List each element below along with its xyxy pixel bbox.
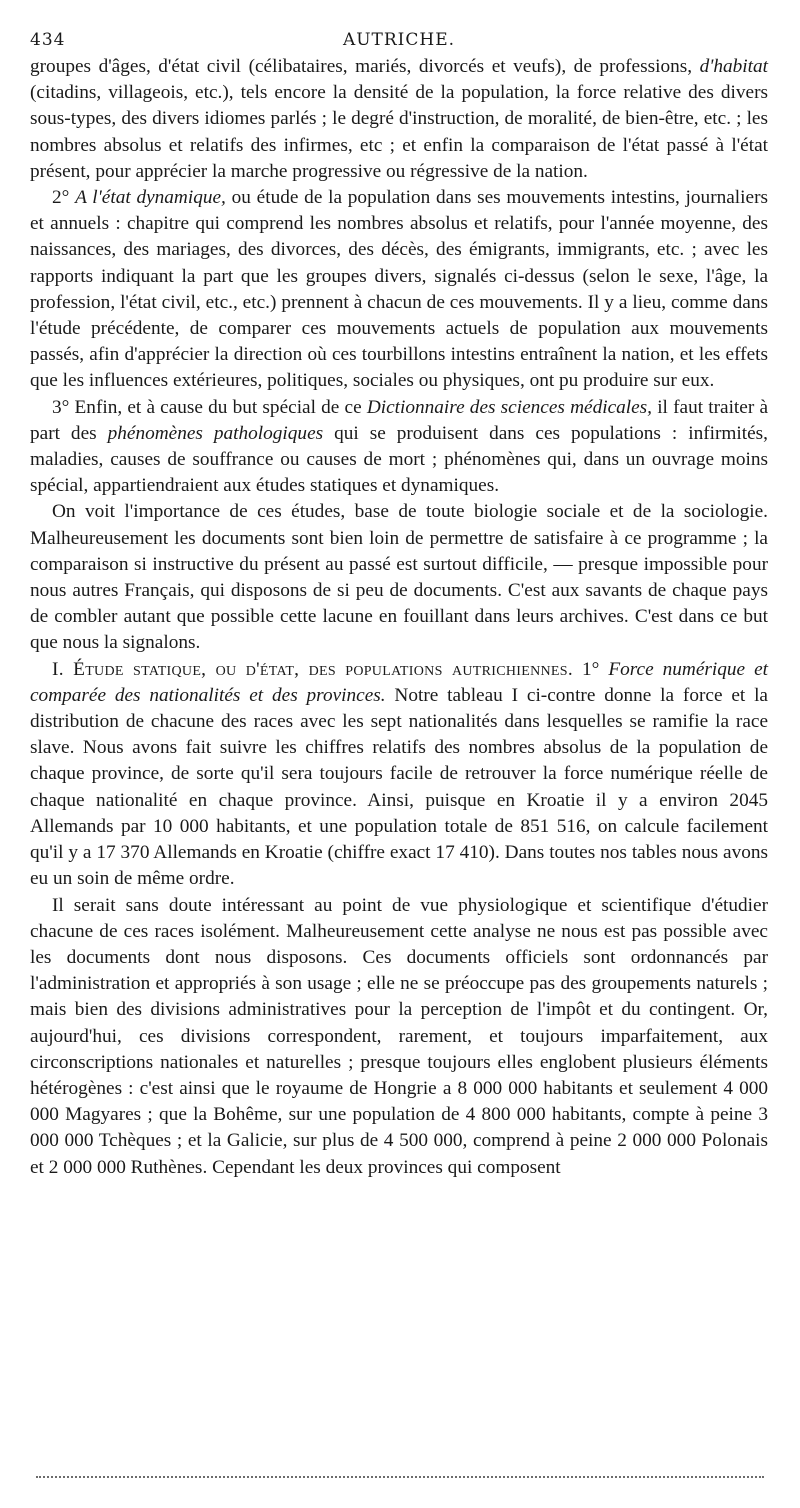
paragraph-5: I. Étude statique, ou d'état, des populations autrichiennes. 1° Force numérique et comparée des nationalités et des provinces. Notre tableau I ci-contre donne la force et la distribution de chacune des races avec les sept nationalités dans lesquelles se ramifie la race slave. Nous avons fait suivre les chiffres relatifs des nombres absolus de la population de chaque province, de sorte qu'il sera toujours facile de retrouver la force numérique réelle de chaque nationalité en chaque province. Ainsi, puisque en Kroatie il y a environ 2045 Allemands par 10 000 habitants, et une population totale de 851 516, on calcule facilement qu'il y a 17 370 Allemands en Kroatie (chiffre exact 17 410). Dans toutes nos tables nous avons eu un soin de même ordre.	[30, 658, 769, 890]
paragraph-3: 3° Enfin, et à cause du but spécial de ce Dictionnaire des sciences médicales, il faut traiter à part des phénomènes pathologiques qui se produisent dans ces populations : infirmités, maladies, causes de souffrance ou causes de mort ; phénomènes qui, dans un ouvrage moins spécial, appartiendraient aux études statiques et dynamiques.	[30, 396, 768, 497]
footer-dotted-rule	[36, 1476, 764, 1478]
paragraph-1: groupes d'âges, d'état civil (célibataires, mariés, divorcés et veufs), de professions, d'habitat (citadins, villageois, etc.), tels encore la densité de la population, la force relative des divers sous-types, des divers idiomes parlés ; le degré d'instruction, de moralité, de bien-être, etc. ; les nombres absolus et relatifs des infirmes, etc ; et enfin la comparaison de l'état passé à l'état présent, pour apprécier la marche progressive ou régressive de la nation.	[30, 56, 768, 182]
body-text	[30, 54, 768, 1181]
paragraph-2: 2° A l'état dynamique, ou étude de la population dans ses mouvements intestins, journaliers et annuels : chapitre qui comprend les nombres absolus et relatifs, pour l'année moyenne, des naissances, des mariages, des divorces, des décès, des émigrants, immigrants, etc. ; avec les rapports indiquant la part que les groupes divers, signalés ci-dessus (selon le sexe, l'âge, la profession, l'état civil, etc., etc.) prennent à chacun de ces mouvements. Il y a lieu, comme dans l'étude précédente, de comparer ces mouvements actuels de population aux mouvements passés, afin d'apprécier la direction où ces tourbillons intestins entraînent la nation, et les effets que les influences extérieures, politiques, sociales ou physiques, ont pu produire sur eux.	[30, 187, 769, 392]
page-number: 434	[30, 30, 66, 50]
section-heading: I. Étude statique, ou d'état, des populations autrichiennes.	[52, 658, 573, 680]
document-page	[30, 26, 768, 1181]
page-header	[30, 26, 768, 54]
paragraph-6: Il serait sans doute intéressant au point de vue physiologique et scientifique d'étudier chacune de ces races isolément. Malheureusement cette analyse ne nous est pas possible avec les documents dont nous disposons. Ces documents officiels sont ordonnancés par l'administration et appropriés à son usage ; elle ne se préoccupe pas des groupements naturels ; mais bien des divisions administratives pour la perception de l'impôt et du contingent. Or, aujourd'hui, ces divisions correspondent, rarement, et toujours imparfaitement, aux circonscriptions nationales et naturelles ; presque toujours elles englobent plusieurs éléments hétérogènes : c'est ainsi que le royaume de Hongrie a 8 000 000 habitants et seulement 4 000 000 Magyares ; que la Bohême, sur une population de 4 800 000 habitants, compte à peine 3 000 000 Tchèques ; et la Galicie, sur plus de 4 500 000, comprend à peine 2 000 000 Polonais et 2 000 000 Ruthènes. Cependant les deux provinces qui composent	[30, 894, 768, 1178]
running-title: AUTRICHE.	[342, 30, 456, 50]
paragraph-4: On voit l'importance de ces études, base de toute biologie sociale et de la sociologie. Malheureusement les documents sont bien loin de permettre de satisfaire à ce programme ; la comparaison si instructive du présent au passé est surtout difficile, — presque impossible pour nous autres Français, qui disposons de si peu de documents. C'est aux savants de chaque pays de combler autant que possible cette lacune en fouillant dans leurs archives. C'est dans ce but que nous la signalons.	[30, 501, 768, 654]
